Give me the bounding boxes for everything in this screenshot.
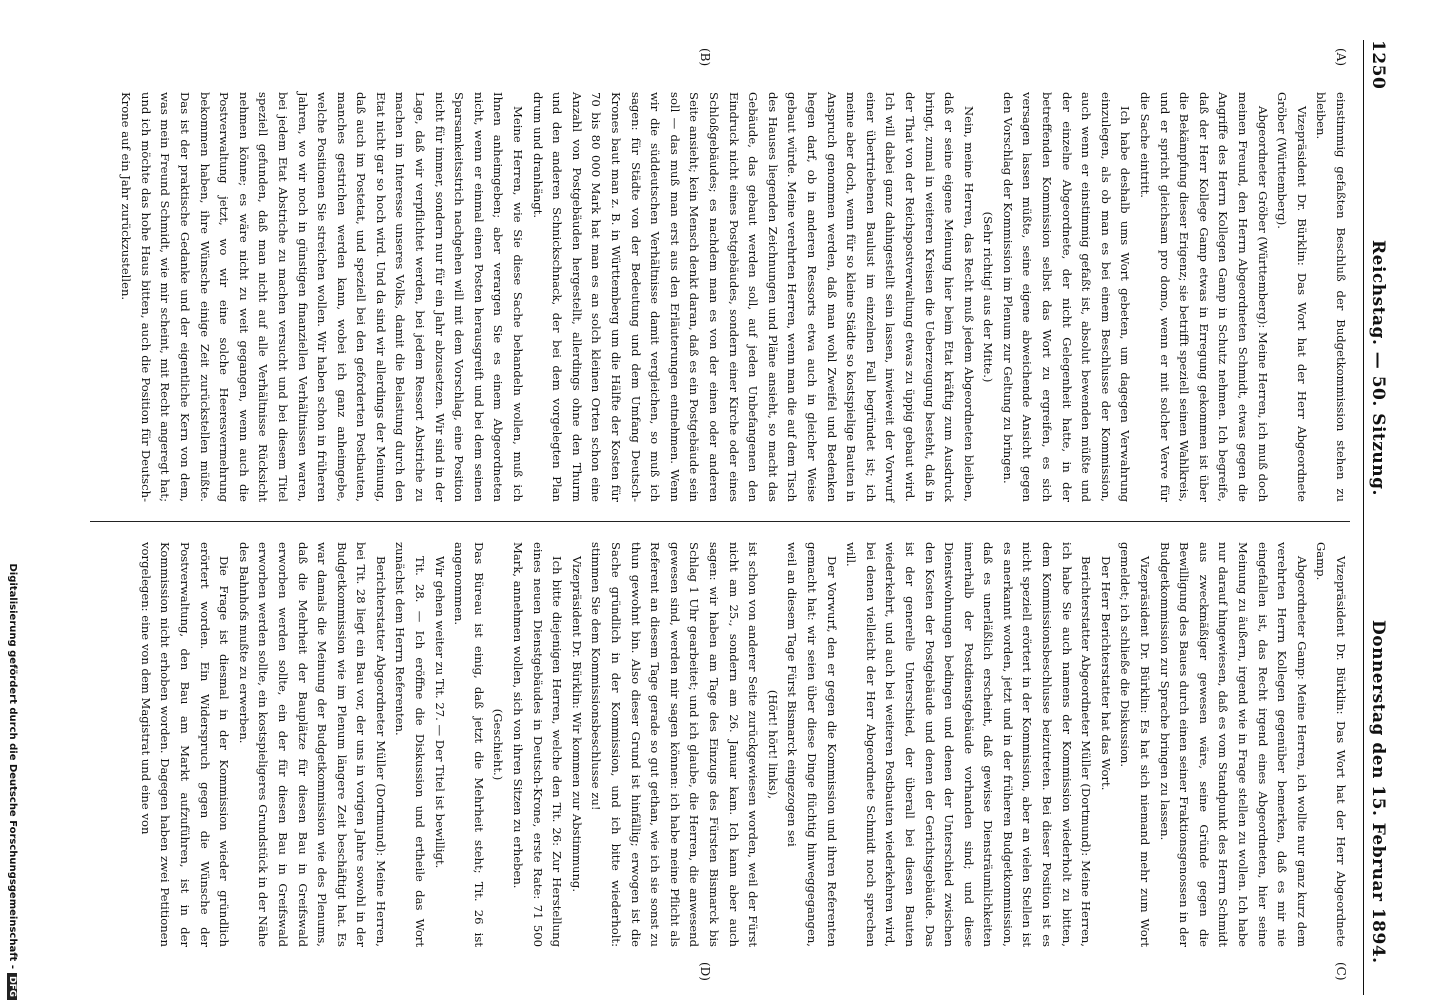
session-title: Reichstag. — 50. Sitzung. bbox=[1368, 240, 1388, 496]
paragraph: Das Büreau ist einig, daß jetzt die Mehrheit steht; Tit. 26 ist angenommen. bbox=[452, 542, 486, 947]
paragraph: Die Frage ist diesmal in der Kommission wieder gründlich erörtert worden. Ein Widerspruch gegen die Wünsche der Postverwaltung, den Bau am Markt aufzuführen, ist in der Kommission nicht erhoben worden. Dagegen haben zwei Petitionen vorgelegen: eine von dem Magistrat und eine von bbox=[138, 542, 232, 947]
paragraph: Vizepräsident Dr. Bürklin: Es hat sich niemand mehr zum Wort gemeldet; ich schließe die Diskussion. bbox=[1118, 542, 1153, 947]
paragraph: Ich habe deshalb ums Wort gebeten, um dagegen Verwahrung einzulegen, als ob man es bei einem Beschlusse der Kommission, auch wenn er einstimmig gefaßt ist, absolut bewenden müßte und der einzelne Abgeordnete, der nicht Gelegenheit hatte, in der betreffenden Kommission selbst das Wort zu ergreifen, es sich versagen lassen müßte, seine eigene abweichende Ansicht gegen den Vorschlag der Kommission im Plenum zur Geltung zu bringen. bbox=[1000, 92, 1133, 502]
left-column bbox=[116, 92, 1350, 502]
paragraph: Der Herr Berichterstatter hat das Wort. bbox=[1098, 556, 1113, 791]
paragraph: Der Vorwurf, den er gegen die Kommission und ihren Referenten gemacht hat: wir seien über diese Dinge flüchtig hinweggegangen, weil an diesem Tage Fürst Bismarck eingezogen sei bbox=[785, 542, 839, 947]
margin-marker-b: (B) bbox=[698, 48, 712, 67]
paragraph: (Geschieht.) bbox=[491, 708, 506, 781]
paragraph: Berichterstatter Abgeordneter Müller (Dortmund): Meine Herren, ich habe Sie auch namens der Kommission wiederholt zu bitten, dem Kommissionsbeschlusse beizutreten. Bei dieser Position ist es nicht speziell erörtert in der Kommission, aber an vielen Stellen ist es anerkannt worden, jetzt und in der früheren Budgetkommission, daß es unerläßlich erscheint, daß gewisse Diensträumlichkeiten innerhalb der Postdienstgebäude vorhanden sind; und diese Dienstwohnungen bedingen und denen der Unterschied zwischen den Kosten der Postgebäude und denen der Gerichtsgebäude. Das ist der generelle Unterschied, der überall bei diesen Bauten wiederkehrt, und auch bei weiteren Postbauten wiederkehren wird, bei denen vielleicht der Herr Abgeordnete Schmidt noch sprechen will. bbox=[844, 542, 1094, 947]
right-column bbox=[135, 542, 1350, 947]
paragraph: einstimmig gefaßten Beschluß der Budgetkommission stehen zu bleiben. bbox=[1314, 92, 1348, 502]
paragraph: (Hört! hört! links), bbox=[765, 689, 780, 800]
margin-marker-d: (D) bbox=[698, 962, 712, 981]
paragraph: Vizepräsident Dr. Bürklin: Wir kommen zur Abstimmung. bbox=[569, 556, 584, 893]
session-date: Donnerstag den 15. Februar 1894. bbox=[1368, 620, 1388, 964]
paragraph: Abgeordneter Gamp: Meine Herren, ich wollte nur ganz kurz dem verehrten Herrn Kollegen gegenüber bemerken, daß es mir nie eingefallen ist, das Recht irgend eines Abgeordneten, hier seine Meinung zu äußern, irgend wie in Frage stellen zu wollen. Ich habe nur darauf hingewiesen, daß es vom Standpunkt des Herrn Schmidt aus zweckmäßiger gewesen wäre, seine Gründe gegen die Bewilligung des Baues durch einen seiner Fraktionsgenossen in der Budgetkommission zur Sprache bringen zu lassen. bbox=[1157, 542, 1309, 947]
paragraph: Meine Herren, wie Sie diese Sache behandeln wollen, muß ich Ihnen anheimgeben; aber verargen Sie es einem Abgeordneten nicht, wenn er einmal einen Posten herausgreift und bei dem seinen Sparsamkeitsstrich nachgehen will mit dem Vorschlag, eine Position nicht für immer, sondern nur für ein Jahr abzusetzen. Wir sind in der Lage, daß wir verpflichtet werden, bei jedem Ressort Abstriche zu machen im Interesse unseres Volks, damit die Belastung durch den Etat nicht gar so hoch wird. Und da sind wir allerdings der Meinung, daß auch im Postetat, und speziell bei den geforderten Postbauten, manches gestrichen werden kann, wobei ich ganz anheimgebe, welche Positionen Sie streichen wollen. Wir haben schon in früheren Jahren, wo wir noch in günstigen finanziellen Verhältnissen waren, bei jedem Etat Abstriche zu machen versucht und bei diesem Titel speziell gefunden, daß man nicht auf alle Verhältnisse Rücksicht nehmen könne; es wäre nicht zu weit gegangen, wenn auch die Postverwaltung jetzt, wo wir eine solche Heeresvermehrung bekommen haben, ihre Wünsche einige Zeit zurückstellen müßte. Das ist der praktische Gedanke und der eigentliche Kern von dem, was mein Freund Schmidt, wie mir scheint, mit Recht angeregt hat; und ich möchte das hohe Haus bitten, auch die Position für Deutsch-Krone auf ein Jahr zurückzustellen. bbox=[119, 92, 526, 502]
paragraph: Vizepräsident Dr. Bürklin: Das Wort hat der Herr Abgeordnete Gröber (Württemberg). bbox=[1275, 92, 1309, 502]
margin-marker-a: (A) bbox=[1334, 48, 1348, 67]
margin-marker-c: (C) bbox=[1334, 962, 1348, 981]
paragraph: Tit. 28. — Ich eröffne die Diskussion und ertheile das Wort zunächst dem Herrn Referenten. bbox=[393, 542, 428, 947]
paragraph: Abgeordneter Gröber (Württemberg): Meine Herren, ich muß doch meinen Freund, den Herrn Abgeordneten Schmidt, etwas gegen die Angriffe des Herrn Kollegen Gamp in Schutz nehmen. Ich begreife, daß der Herr Kollege Gamp etwas in Erregung gekommen ist über die Bekämpfung dieser Erigenz; sie betrifft speziell seinen Wahlkreis, und er spricht gleichsam pro domo, wenn er mit solcher Verve für die Sache eintritt. bbox=[1138, 92, 1270, 502]
paragraph: (Sehr richtig! aus der Mitte.) bbox=[981, 211, 996, 383]
paragraph: Ich bitte diejenigen Herren, welche den Tit. 26: Zur Herstellung eines neuen Dienstgebäudes in Deutsch-Krone, erste Rate: 71 500 Mark, annehmen wollen, sich von ihren Sitzen zu erheben. bbox=[511, 542, 565, 947]
dfg-logo-badge: DFG bbox=[7, 973, 17, 1000]
paragraph: Vizepräsident Dr. Bürklin: Das Wort hat der Herr Abgeordnete Gamp. bbox=[1314, 542, 1348, 947]
header-rule bbox=[1363, 40, 1364, 995]
paragraph: ist schon von anderer Seite zurückgewiesen worden, weil der Fürst nicht am 25., sondern am 26. Januar kam. Ich kann aber auch sagen: wir haben am Tage des Einzugs des Fürsten Bismarck bis Schlag 1 Uhr gearbeitet; und ich glaube, die Herren, die anwesend gewesen sind, werden mir sagen können: ich habe meine Pflicht als Referent an diesem Tage gerade so gut gethan, wie ich sie sonst zu thun gewohnt bin. Also dieser Grund ist hinfällig; erwogen ist die Sache gründlich in der Kommission, und ich bitte wiederholt: stimmen Sie dem Kommissionsbeschlusse zu! bbox=[589, 542, 761, 947]
column-divider bbox=[90, 521, 1350, 522]
paragraph: Berichterstatter Abgeordneter Müller (Dortmund): Meine Herren, bei Tit. 28 liegt ein Bau vor, der uns in vorigen Jahre sowohl in der Budgetkommission wie im Plenum längere Zeit beschäftigt hat. Es war damals die Meinung der Budgetkommission wie des Plenums, daß die Mehrheit der Bauplätze für diesen Bau in Greifswald erworben werden sollte, ein der für diesen Bau in Greifswald erworben werden sollte, ein kostspieligeres Grundstück in der Nähe des Bahnhofs mußte zu erwerben. bbox=[236, 542, 388, 947]
paragraph: Wir gehen weiter zu Tit. 27. — Der Titel ist bewilligt. bbox=[432, 556, 447, 869]
digitization-footer bbox=[7, 0, 18, 1000]
paragraph: Nein, meine Herren, das Recht muß jedem Abgeordneten bleiben, daß er seine eigene Meinung hier beim Etat kräftig zum Ausdruck bringt, zumal in weiteren Kreisen die Ueberzeugung besteht, daß in der That von der Reichspostverwaltung etwas zu üppig gebaut wird. Ich will dabei ganz dahingestellt sein lassen, inwieweit der Vorwurf einer übertriebenen Baulust im einzelnen Fall begründet ist; ich meine aber doch, wenn für so kleine Städte so kostspielige Bauten in Anspruch genommen werden, daß man wohl Zweifel und Bedenken hegen darf, ob in anderen Ressorts etwa auch in gleicher Weise gebaut würde. Meine verehrten Herren, wenn man die auf dem Tisch des Hauses liegenden Zeichnungen und Pläne ansieht, so macht das Gebäude, das gebaut werden soll, auf jeden Unbefangenen den Eindruck nicht eines Postgebäudes, sondern einer Kirche oder eines Schloßgebäudes; es nachdem man es von der einen oder anderen Seite ansieht; kein Mensch denkt daran, daß es ein Postgebäude sein soll — das muß man erst aus den Erläuterungen entnehmen. Wenn wir die süddeutschen Verhältnisse damit vergleichen, so muß ich sagen: für Städte von der Bedeutung und dem Umfang Deutsch-Krones baut man z. B. in Württemberg um die Hälfte der Kosten für 70 bis 80 000 Mark hat man es an solch kleinen Orten schon eine Anzahl von Postgebäuden hergestellt, allerdings ohne den Thurm und den anderen Schnickschnack, der bei dem vorgelegten Plan drum und dranhängt. bbox=[530, 92, 976, 502]
footer-text: Digitalisierung gefördert durch die Deutsche Forschungsgemeinschaft - bbox=[7, 563, 18, 969]
page-number: 1250 bbox=[1368, 40, 1388, 90]
